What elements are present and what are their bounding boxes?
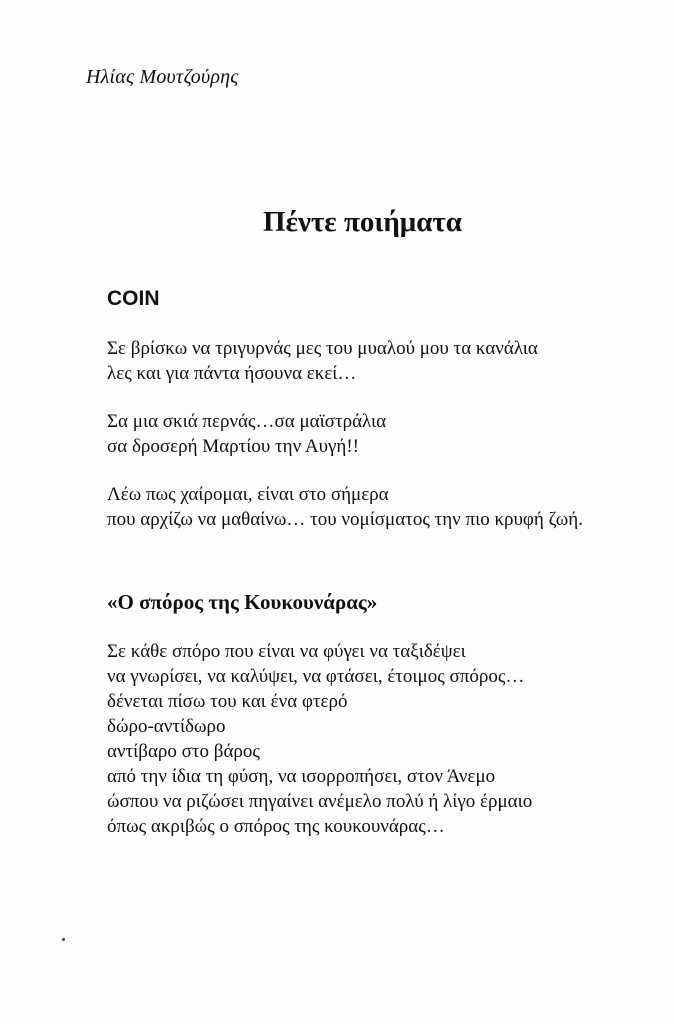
collection-title: Πέντε ποιήματα <box>263 206 462 238</box>
poem-koukounaras <box>107 585 655 862</box>
poem-line: δώρο-αντίδωρο <box>107 716 226 737</box>
poem-line: Σα μια σκιά περνάς…σα μαϊστράλια <box>107 411 387 432</box>
poem-line: δένεται πίσω του και ένα φτερό <box>107 691 348 712</box>
stanza <box>107 639 655 839</box>
poem-line: Λέω πως χαίρομαι, είναι στο σήμερα <box>107 484 389 505</box>
poem-line: λες και για πάντα ήσουνα εκεί… <box>107 363 357 384</box>
poem-title: «Ο σπόρος της Κουκουνάρας» <box>107 590 378 614</box>
author-name: Ηλίας Μουτζούρης <box>86 66 239 88</box>
poem-line: αντίβαρο στο βάρος <box>107 741 260 762</box>
stanza <box>107 409 655 459</box>
poem-line: που αρχίζω να μαθαίνω… του νομίσματος την πιο κρυφή ζωή. <box>107 509 583 530</box>
poem-line: να γνωρίσει, να καλύψει, να φτάσει, έτοιμος σπόρος… <box>107 666 525 687</box>
poem-title: COIN <box>107 287 160 310</box>
poem-line: Σε βρίσκω να τριγυρνάς μες του μυαλού μου τα κανάλια <box>107 338 538 359</box>
stanza <box>107 482 655 532</box>
poem-line: ώσπου να ριζώσει πηγαίνει ανέμελο πολύ ή λίγο έρμαιο <box>107 791 533 812</box>
poem-line: όπως ακριβώς ο σπόρος της κουκουνάρας… <box>107 816 445 837</box>
stanza <box>107 336 655 386</box>
poem-line: σα δροσερή Μαρτίου την Αυγή!! <box>107 436 359 457</box>
poem-line: από την ίδια τη φύση, να ισορροπήσει, στον Άνεμο <box>107 766 496 787</box>
scan-speck <box>62 938 65 941</box>
poem-line: Σε κάθε σπόρο που είναι να φύγει να ταξιδέψει <box>107 641 466 662</box>
poem-coin <box>107 282 655 555</box>
